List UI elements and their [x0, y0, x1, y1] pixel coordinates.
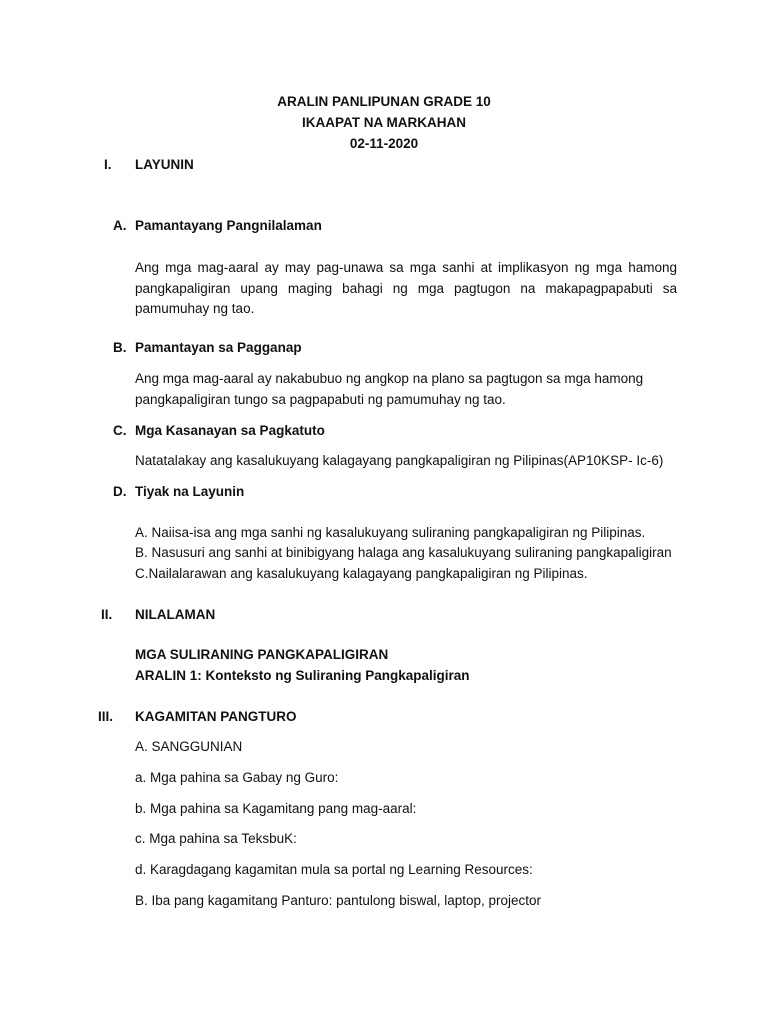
- materials-item: d. Karagdagang kagamitan mula sa portal ng Learning Resources:: [135, 862, 533, 877]
- section-2-subtitle: MGA SULIRANING PANGKAPALIGIRAN: [135, 647, 389, 662]
- materials-item: a. Mga pahina sa Gabay ng Guro:: [135, 770, 339, 785]
- document-date: 02-11-2020: [349, 136, 419, 151]
- section-2-title: NILALAMAN: [135, 607, 216, 622]
- materials-item: A. SANGGUNIAN: [135, 739, 243, 754]
- section-2-numeral: II.: [101, 607, 113, 622]
- objective-item: C.Nailalarawan ang kasalukuyang kalagayang pangkapaligiran ng Pilipinas.: [135, 566, 588, 581]
- section-3-title: KAGAMITAN PANGTURO: [135, 709, 297, 724]
- objective-item: B. Nasusuri ang sanhi at binibigyang halaga ang kasalukuyang suliraning pangkapaligiran: [135, 545, 672, 560]
- objective-item: A. Naiisa-isa ang mga sanhi ng kasalukuyang suliraning pangkapaligiran ng Pilipinas.: [135, 525, 646, 540]
- subsection-a-letter: A.: [113, 218, 127, 233]
- materials-item: b. Mga pahina sa Kagamitang pang mag-aaral:: [135, 801, 417, 816]
- materials-item: c. Mga pahina sa TeksbuK:: [135, 831, 297, 846]
- section-1-numeral: I.: [104, 157, 112, 172]
- subsection-b-text-line1: Ang mga mag-aaral ay nakabubuo ng angkop na plano sa pagtugon sa mga hamong: [135, 371, 644, 386]
- subsection-b-title: Pamantayan sa Pagganap: [135, 340, 302, 355]
- lesson-title: ARALIN 1: Konteksto ng Suliraning Pangkapaligiran: [135, 668, 470, 683]
- subsection-d-title: Tiyak na Layunin: [135, 484, 245, 499]
- section-3-numeral: III.: [98, 709, 114, 724]
- subsection-c-text: Natatalakay ang kasalukuyang kalagayang pangkapaligiran ng Pilipinas(AP10KSP- Ic-6): [135, 453, 664, 468]
- subsection-b-text-line2: pangkapaligiran tungo sa pagpapabuti ng pamumuhay ng tao.: [135, 392, 506, 407]
- section-1-title: LAYUNIN: [135, 157, 194, 172]
- subsection-a-text: Ang mga mag-aaral ay may pag-unawa sa mga sanhi at implikasyon ng mga hamong pangkapaligiran upang maging bahagi ng mga pagtugon na makapagpapabuti sa pamumuhay ng tao.: [135, 260, 677, 316]
- subsection-c-letter: C.: [113, 423, 127, 438]
- document-quarter: IKAAPAT NA MARKAHAN: [302, 115, 466, 130]
- subsection-a-title: Pamantayang Pangnilalaman: [135, 218, 322, 233]
- materials-item: B. Iba pang kagamitang Panturo: pantulong biswal, laptop, projector: [135, 893, 542, 908]
- document-title: ARALIN PANLIPUNAN GRADE 10: [277, 94, 491, 109]
- subsection-c-title: Mga Kasanayan sa Pagkatuto: [135, 423, 325, 438]
- subsection-b-letter: B.: [113, 340, 127, 355]
- subsection-d-letter: D.: [113, 484, 127, 499]
